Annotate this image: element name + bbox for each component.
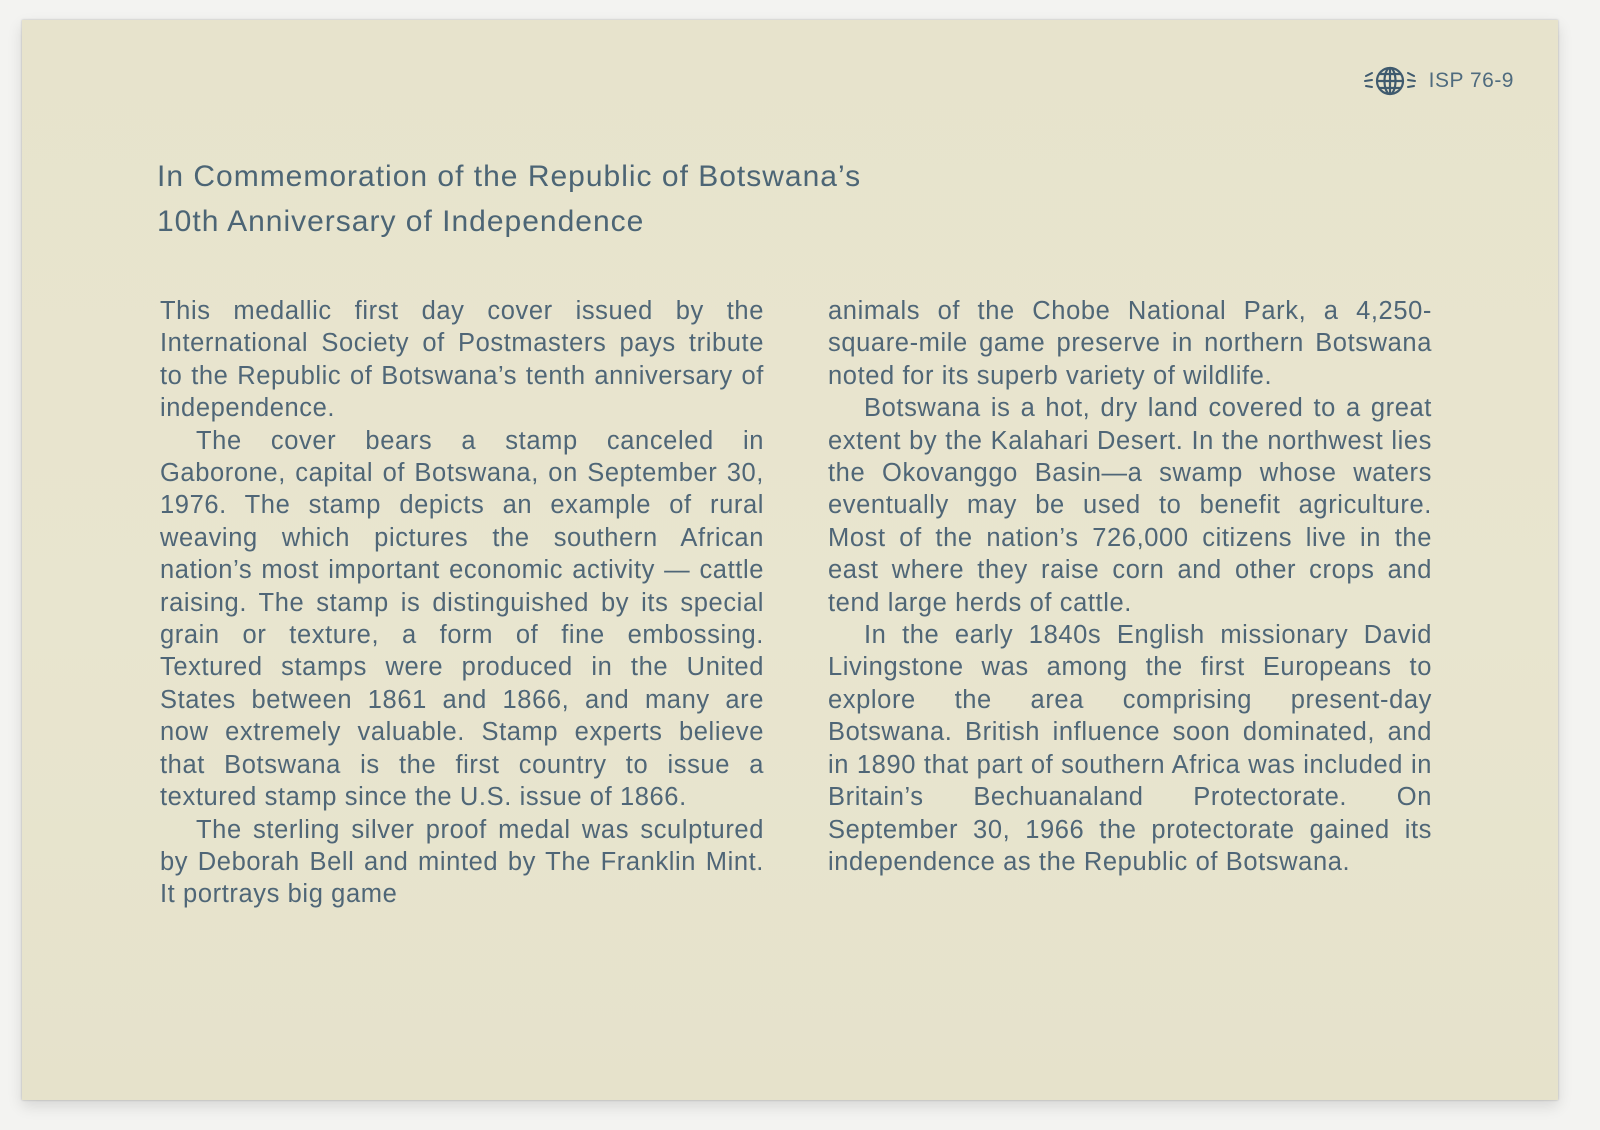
right-text-column (828, 295, 1432, 878)
catalog-number: ISP 76-9 (1428, 69, 1514, 92)
globe-icon (1363, 64, 1417, 98)
page-title (157, 154, 861, 244)
paragraph-chobe: animals of the Chobe National Park, a 4,250-square-mile game preserve in northern Botswana noted for its superb variety of wildlife. (828, 297, 1432, 390)
paragraph-stamp: The cover bears a stamp canceled in Gaborone, capital of Botswana, on September 30, 1976. The stamp depicts an example of rural weaving which pictures the southern African nation’s most important economic activity — cattle raising. The stamp is distinguished by its special grain or texture, a form of fine embossing. Textured stamps were produced in the United States between 1861 and 1866, and many are now extremely valuable. Stamp experts believe that Botswana is the first country to issue a textured stamp since the U.S. issue of 1866. (160, 426, 764, 812)
title-line-1: In Commemoration of the Republic of Botswana’s (157, 160, 862, 193)
paragraph-intro: This medallic first day cover issued by the International Society of Postmasters pays tribute to the Republic of Botswana’s tenth anniversary of independence. (160, 297, 764, 423)
left-text-column (160, 295, 764, 911)
catalog-mark (1363, 64, 1514, 98)
paragraph-history: In the early 1840s English missionary David Livingstone was among the first Europeans to explore the area comprising present-day Botswana. British influence soon dominated, and in 1890 that part of southern Africa was included in Britain’s Bechuanaland Protectorate. On September 30, 1966 the protectorate gained its independence as the Republic of Botswana. (828, 621, 1432, 876)
title-line-2: 10th Anniversary of Independence (157, 205, 645, 238)
paragraph-medal: The sterling silver proof medal was sculptured by Deborah Bell and minted by The Franklin Mint. It portrays big game (160, 815, 764, 909)
commemorative-card (22, 20, 1558, 1100)
paragraph-geography: Botswana is a hot, dry land covered to a great extent by the Kalahari Desert. In the northwest lies the Okovanggo Basin—a swamp whose waters eventually may be used to benefit agriculture. Most of the nation’s 726,000 citizens live in the east where they raise corn and other crops and tend large herds of cattle. (828, 394, 1432, 617)
